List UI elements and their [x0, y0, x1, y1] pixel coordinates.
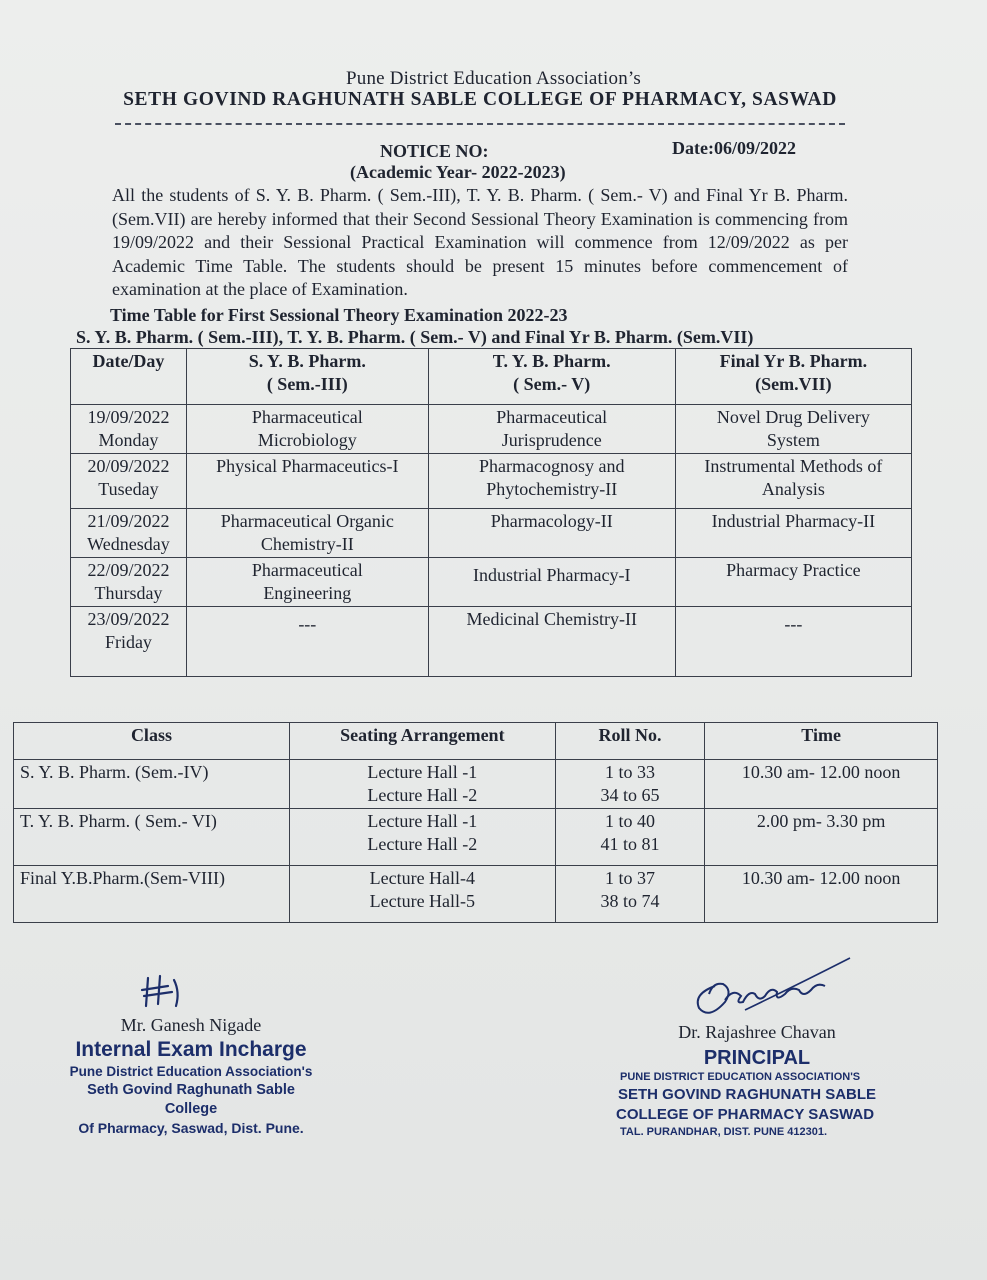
right-signature-icon [685, 950, 855, 1022]
ty-subject: Pharmacology-II [428, 509, 675, 558]
class-cell: Final Y.B.Pharm.(Sem-VIII) [14, 866, 290, 923]
header-ty: T. Y. B. Pharm. ( Sem.- V) [428, 349, 675, 405]
final-subject: Novel Drug Delivery System [675, 405, 911, 454]
final-subject: Instrumental Methods of Analysis [675, 454, 911, 509]
table-row [14, 760, 938, 809]
final-subject: --- [675, 607, 911, 677]
sy-subject: Pharmaceutical Engineering [186, 558, 428, 607]
table-row [71, 405, 912, 454]
right-signature-block [612, 1022, 902, 1140]
table-row [71, 558, 912, 607]
notice-number: NOTICE NO: [380, 141, 489, 161]
final-subject: Industrial Pharmacy-II [675, 509, 911, 558]
header-roll: Roll No. [555, 723, 704, 760]
ty-subject: Medicinal Chemistry-II [428, 607, 675, 677]
class-cell: S. Y. B. Pharm. (Sem.-IV) [14, 760, 290, 809]
class-cell: T. Y. B. Pharm. ( Sem.- VI) [14, 809, 290, 866]
ty-subject: Pharmacognosy and Phytochemistry-II [428, 454, 675, 509]
table-row [14, 866, 938, 923]
timetable-subtitle: S. Y. B. Pharm. ( Sem.-III), T. Y. B. Pharm. ( Sem.- V) and Final Yr B. Pharm. (Sem.VII) [76, 327, 754, 347]
table-row [71, 454, 912, 509]
notice-body: All the students of S. Y. B. Pharm. ( Sem.-III), T. Y. B. Pharm. ( Sem.- V) and Final Yr B. Pharm. (Sem.VII) are hereby informed that their Second Sessional Theory Examination is commencing from 19/09/2022 and their Sessional Practical Examination will commence from 12/09/2022 as per Academic Time Table. The students should be present 15 minutes before commencement of examination at the place of Examination. [112, 185, 848, 300]
seating-table [13, 722, 938, 923]
header-divider [115, 123, 845, 125]
college-name: SETH GOVIND RAGHUNATH SABLE COLLEGE OF PHARMACY, SASWAD [123, 89, 837, 110]
right-stamp-line: PUNE DISTRICT EDUCATION ASSOCIATION'S [620, 1071, 861, 1083]
time-cell: 10.30 am- 12.00 noon [705, 866, 938, 923]
halls-cell: Lecture Hall -1 Lecture Hall -2 [289, 760, 555, 809]
header-final: Final Yr B. Pharm. (Sem.VII) [675, 349, 911, 405]
sy-subject: Pharmaceutical Microbiology [186, 405, 428, 454]
halls-cell: Lecture Hall-4 Lecture Hall-5 [289, 866, 555, 923]
time-cell: 10.30 am- 12.00 noon [705, 760, 938, 809]
ty-subject: Pharmaceutical Jurisprudence [428, 405, 675, 454]
header-class: Class [14, 723, 290, 760]
sy-subject: Pharmaceutical Organic Chemistry-II [186, 509, 428, 558]
left-signatory-name: Mr. Ganesh Nigade [120, 1015, 262, 1035]
timetable-header-row [71, 349, 912, 405]
time-cell: 2.00 pm- 3.30 pm [705, 809, 938, 866]
header-date-day: Date/Day [71, 349, 187, 405]
date-cell: 19/09/2022 Monday [71, 405, 187, 454]
association-name: Pune District Education Association’s [345, 68, 641, 89]
header-seating: Seating Arrangement [289, 723, 555, 760]
sy-subject: Physical Pharmaceutics-I [186, 454, 428, 509]
date-cell: 20/09/2022 Tuseday [71, 454, 187, 509]
table-row [14, 809, 938, 866]
academic-year: (Academic Year- 2022-2023) [350, 162, 566, 182]
header-sy: S. Y. B. Pharm. ( Sem.-III) [186, 349, 428, 405]
roll-cell: 1 to 37 38 to 74 [555, 866, 704, 923]
right-stamp-line: SETH GOVIND RAGHUNATH SABLE [618, 1086, 877, 1103]
header-time: Time [705, 723, 938, 760]
table-row [71, 509, 912, 558]
seating-header-row [14, 723, 938, 760]
roll-cell: 1 to 40 41 to 81 [555, 809, 704, 866]
right-stamp-line: COLLEGE OF PHARMACY SASWAD [616, 1106, 875, 1123]
timetable-title: Time Table for First Sessional Theory Examination 2022-23 [110, 305, 568, 325]
left-signature-icon [138, 972, 188, 1012]
date-cell: 21/09/2022 Wednesday [71, 509, 187, 558]
left-stamp-line: Pune District Education Association's [69, 1064, 313, 1079]
halls-cell: Lecture Hall -1 Lecture Hall -2 [289, 809, 555, 866]
notice-date: Date:06/09/2022 [672, 138, 796, 158]
left-signatory-title: Internal Exam Incharge [75, 1038, 307, 1061]
right-signatory-title: PRINCIPAL [703, 1047, 811, 1069]
roll-cell: 1 to 33 34 to 65 [555, 760, 704, 809]
final-subject: Pharmacy Practice [675, 558, 911, 607]
left-signature-block [60, 1015, 322, 1138]
table-row [71, 607, 912, 677]
right-stamp-line: TAL. PURANDHAR, DIST. PUNE 412301. [620, 1126, 828, 1138]
ty-subject: Industrial Pharmacy-I [428, 558, 675, 607]
left-stamp-line: Seth Govind Raghunath Sable College [87, 1082, 295, 1117]
date-cell: 22/09/2022 Thursday [71, 558, 187, 607]
date-cell: 23/09/2022 Friday [71, 607, 187, 677]
sy-subject: --- [186, 607, 428, 677]
timetable [70, 348, 912, 677]
right-signatory-name: Dr. Rajashree Chavan [678, 1022, 836, 1042]
left-stamp-line: Of Pharmacy, Saswad, Dist. Pune. [78, 1120, 304, 1136]
